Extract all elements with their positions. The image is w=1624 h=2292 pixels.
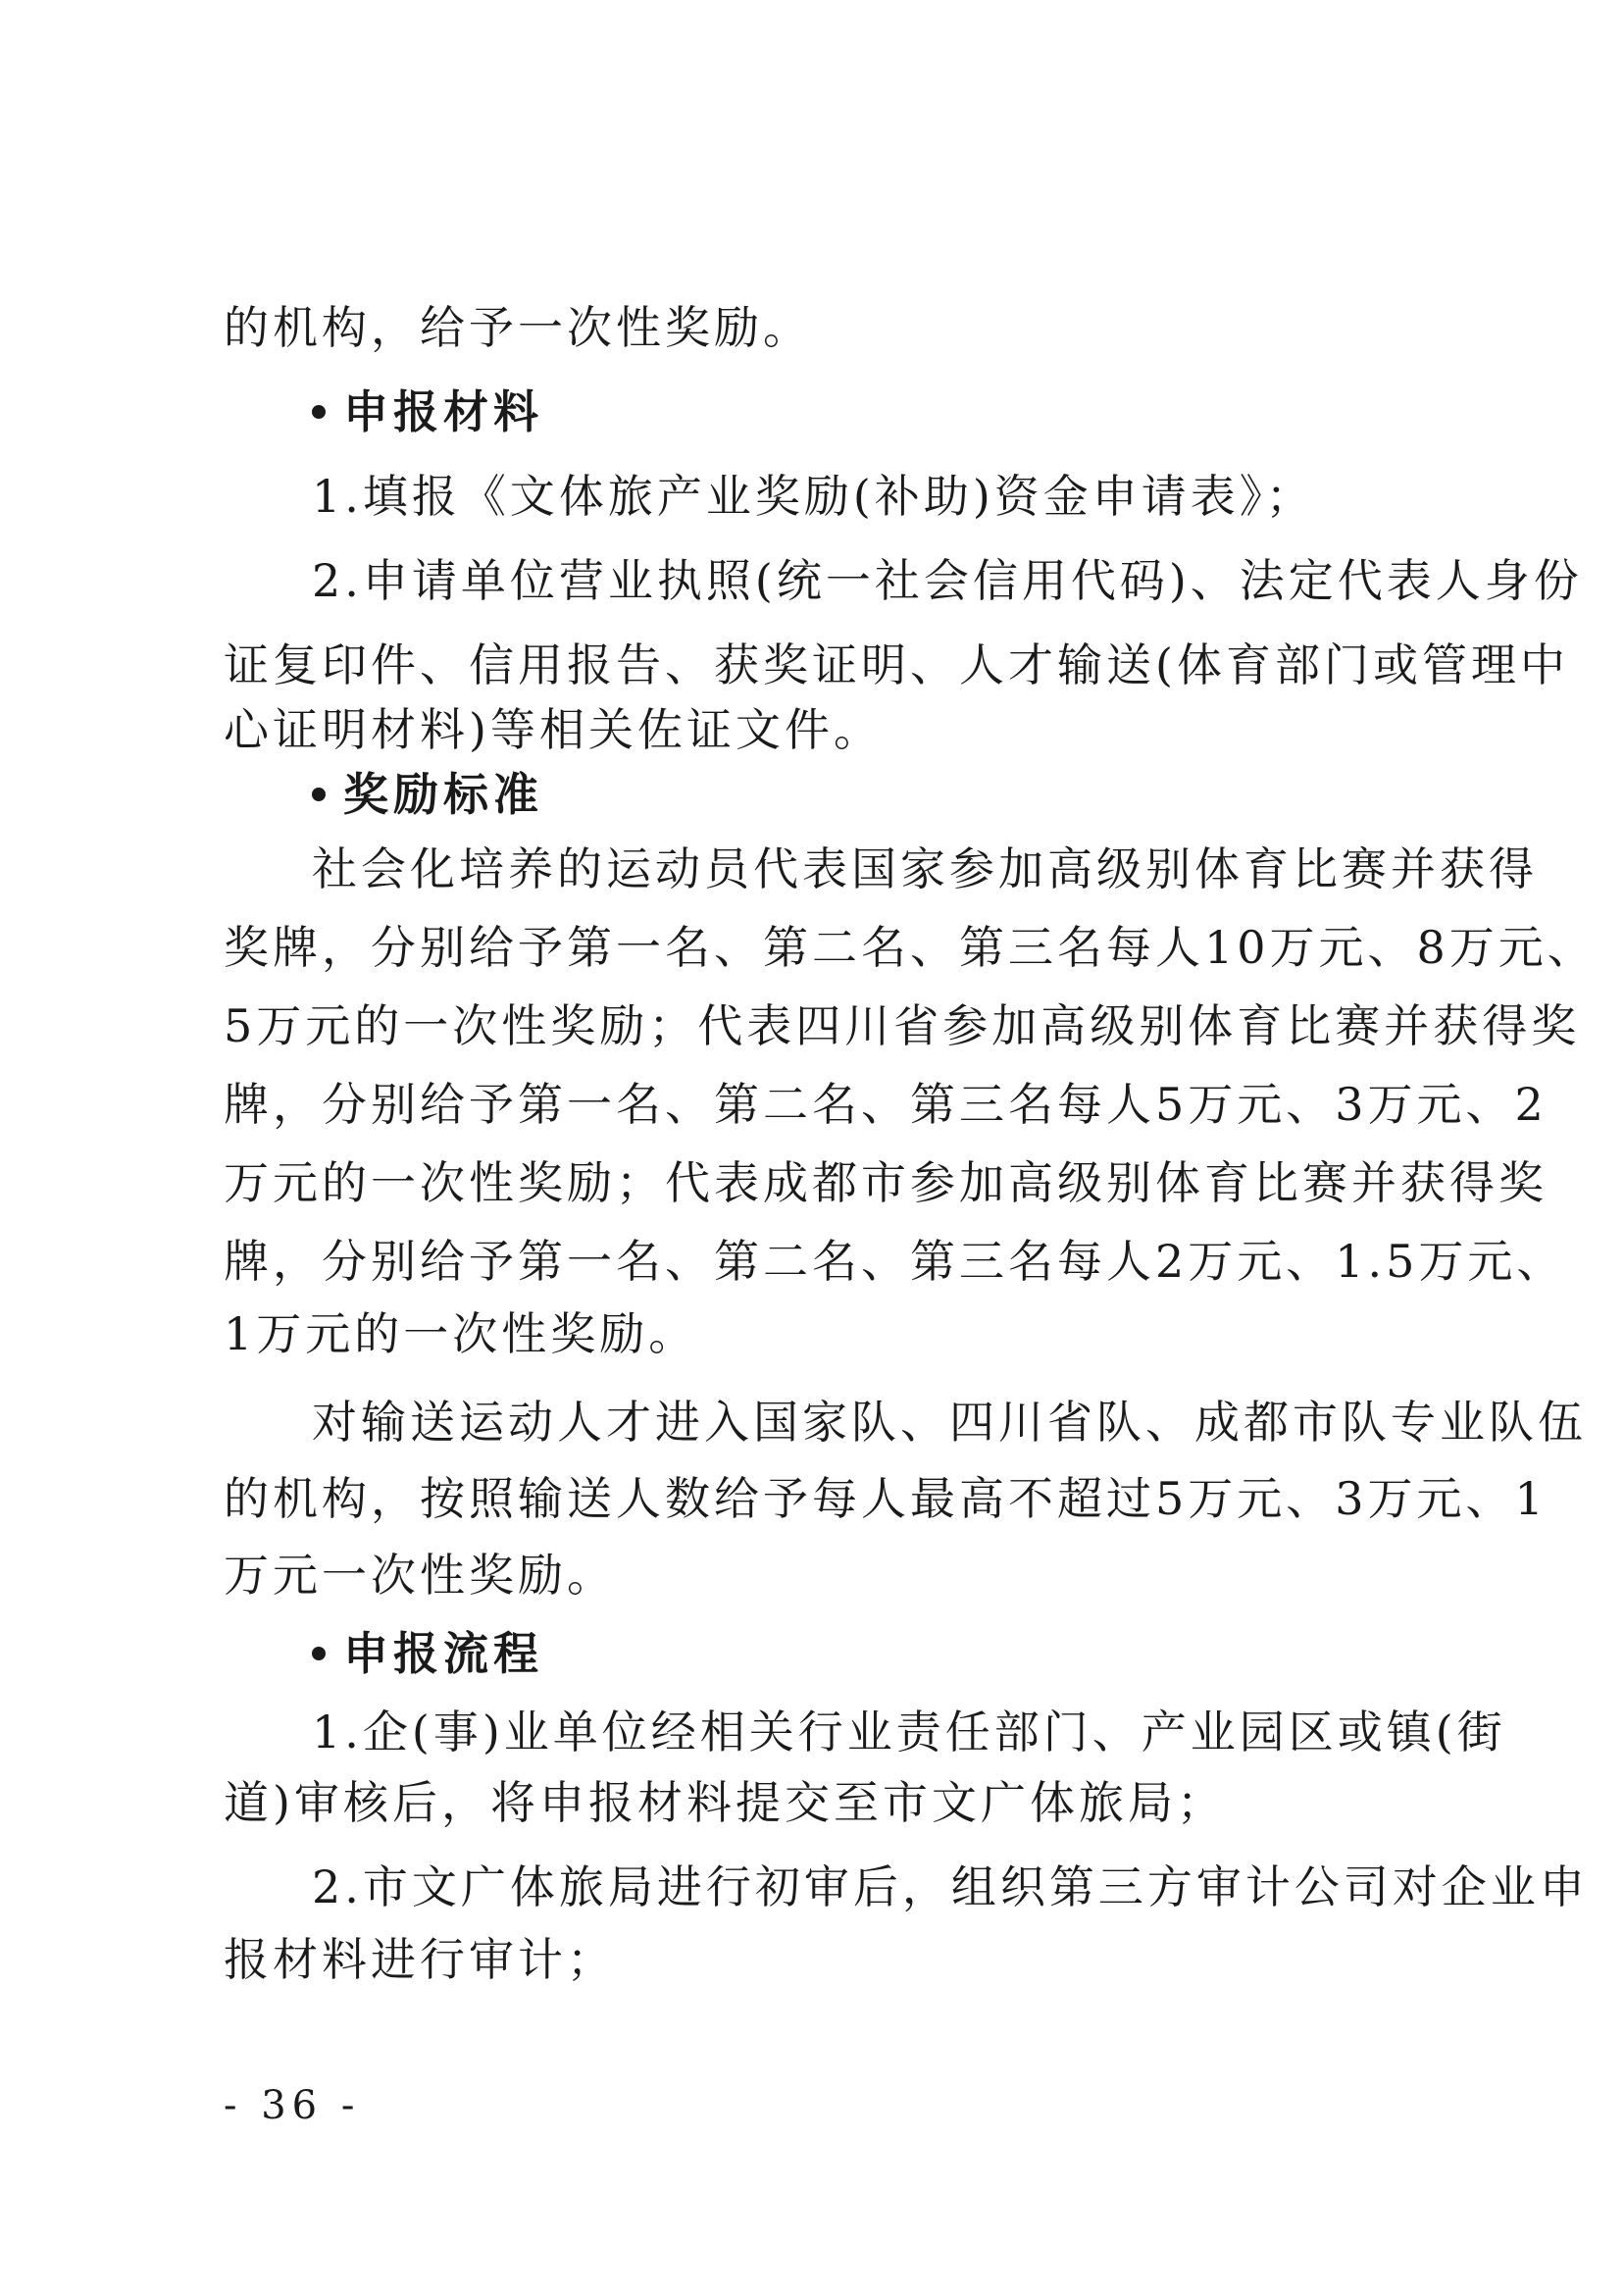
body-text-line: 1万元的一次性奖励。 — [224, 1307, 698, 1360]
body-text-line: 的机构，按照输送人数给予每人最高不超过5万元、3万元、1 — [224, 1472, 1548, 1525]
body-text-line: 万元一次性奖励。 — [224, 1549, 616, 1602]
body-text-line: 万元的一次性奖励；代表成都市参加高级别体育比赛并获得奖 — [224, 1156, 1548, 1209]
section-heading-materials — [312, 384, 543, 439]
body-text-line: 5万元的一次性奖励；代表四川省参加高级别体育比赛并获得奖 — [224, 999, 1581, 1052]
body-text-line: 证复印件、信用报告、获奖证明、人才输送(体育部门或管理中 — [224, 638, 1569, 691]
body-text-line: 2.市文广体旅局进行初审后，组织第三方审计公司对企业申 — [312, 1860, 1589, 1913]
page-number: - 36 - — [224, 2083, 361, 2128]
body-text-line: 1.填报《文体旅产业奖励(补助)资金申请表》； — [312, 470, 1315, 523]
section-heading-standard — [312, 767, 543, 822]
bullet-icon — [312, 788, 326, 801]
body-text-line: 奖牌，分别给予第一名、第二名、第三名每人10万元、8万元、 — [224, 921, 1597, 974]
section-heading-label: 申报材料 — [343, 385, 543, 438]
body-text-line: 报材料进行审计； — [224, 1933, 616, 1986]
body-text-line: 道)审核后，将申报材料提交至市文广体旅局； — [224, 1776, 1226, 1829]
body-text-line: 社会化培养的运动员代表国家参加高级别体育比赛并获得 — [312, 842, 1538, 895]
body-text-line: 牌，分别给予第一名、第二名、第三名每人2万元、1.5万元、 — [224, 1235, 1566, 1288]
body-text-line: 心证明材料)等相关佐证文件。 — [224, 703, 883, 756]
body-text-line: 的机构，给予一次性奖励。 — [224, 301, 812, 354]
body-text-line: 1.企(事)业单位经相关行业责任部门、产业园区或镇(街 — [312, 1706, 1506, 1758]
body-text-line: 2.申请单位营业执照(统一社会信用代码)、法定代表人身份 — [312, 554, 1583, 607]
section-heading-label: 奖励标准 — [343, 768, 543, 821]
body-text-line: 牌，分别给予第一名、第二名、第三名每人5万元、3万元、2 — [224, 1078, 1548, 1131]
bullet-icon — [312, 1647, 326, 1660]
body-text-line: 对输送运动人才进入国家队、四川省队、成都市队专业队伍 — [312, 1396, 1587, 1449]
section-heading-label: 申报流程 — [343, 1627, 543, 1680]
bullet-icon — [312, 405, 326, 419]
section-heading-process — [312, 1626, 543, 1681]
